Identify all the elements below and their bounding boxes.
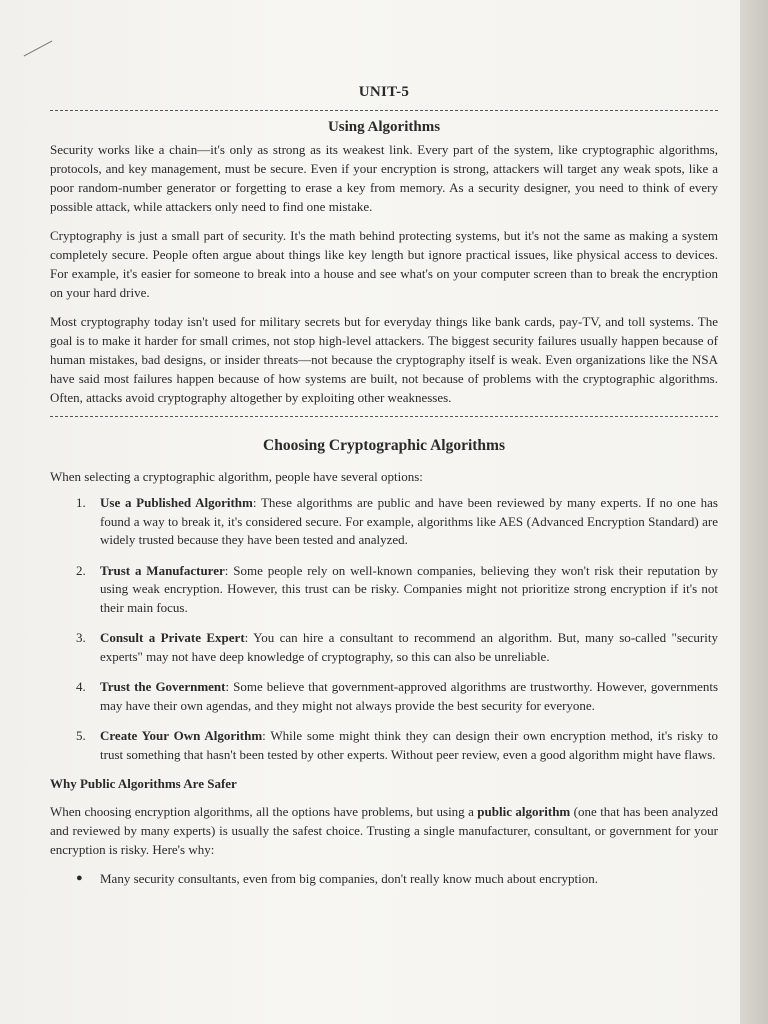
bullet-icon: ●: [76, 872, 83, 884]
list-item: [50, 727, 718, 764]
section-title-choosing-algorithms: Choosing Cryptographic Algorithms: [263, 437, 505, 454]
option-label: Trust a Manufacturer: [100, 562, 225, 578]
pen-mark: [24, 41, 53, 57]
public-algorithms-paragraph: [50, 802, 718, 859]
para-text-start: When choosing encryption algorithms, all the options have problems, but using a: [50, 804, 478, 819]
option-label: Trust the Government: [100, 679, 226, 694]
option-label: Create Your Own Algorithm: [100, 728, 263, 743]
option-text: : Some believe that government-approved algorithms are trustworthy. However, governments may have their own agendas, and they might not always provide the best security for everyone.: [100, 679, 719, 713]
option-label: Use a Published Algorithm: [100, 495, 253, 510]
list-item: [50, 629, 718, 666]
paragraph-2: Cryptography is just a small part of security. It's the math behind protecting systems, but it's not the same as making a system completely secure. People often argue about things like key length but ignore practical issues, like physical access to devices. For example, it's easier for someone to break into a house and see what's on your computer screen than to break the encryption on your hard drive.: [50, 228, 718, 300]
choosing-intro: When selecting a cryptographic algorithm, people have several options:: [50, 469, 423, 484]
para-text-end: (one that has been analyzed and reviewed by many experts) is usually the safest choice. Trusting a single manufacturer, consultant, or government for your encryption is risky. Here's why:: [50, 804, 718, 857]
option-text: : Some people rely on well-known companies, believing they won't risk their reputation by using weak encryption. However, this trust can be risky. Companies might not prioritize strong encryption if it's not their main focus.: [100, 562, 718, 615]
list-number: 4.: [76, 679, 86, 694]
options-list: [50, 494, 718, 764]
paragraph-3: Most cryptography today isn't used for military secrets but for everyday things like bank cards, pay-TV, and toll systems. The goal is to make it harder for small crimes, not stop high-level attackers. The biggest security failures usually happen because of human mistakes, bad designs, or insider threats—not because the cryptography itself is weak. Even organizations like the NSA have said most failures happen because of how systems are built, not because of problems with the cryptographic algorithms. Often, attacks avoid cryptography altogether by exploiting other weaknesses.: [50, 314, 718, 405]
paragraph-1: Security works like a chain—it's only as strong as its weakest link. Every part of the system, like cryptographic algorithms, protocols, and key management, must be secure. Even if your encryption is strong, attackers will target any weak spots, like a poor random-number generator or forgetting to erase a key from memory. As a security designer, you need to think of every possible attack, while attackers only need to find one mistake.: [50, 142, 718, 214]
page-content: [50, 84, 718, 888]
list-item: [50, 678, 718, 715]
section-divider-top: [50, 110, 718, 111]
option-text: : While some might think they can design their own encryption method, it's risky to trust something that hasn't been tested by other experts. Without peer review, even a good algorithm might have flaws.: [100, 728, 718, 762]
list-item: [50, 494, 718, 550]
reasons-list: [50, 869, 718, 888]
list-item: [50, 562, 718, 618]
list-number: 1.: [76, 495, 86, 510]
page-edge-shadow: [740, 0, 768, 1024]
section-title-using-algorithms: Using Algorithms: [327, 119, 441, 135]
list-number: 3.: [76, 630, 86, 645]
list-number: 2.: [76, 562, 86, 578]
para-bold-term: public algorithm: [477, 804, 571, 819]
option-text: : You can hire a consultant to recommend an algorithm. But, many so-called "security experts" may not have deep knowledge of cryptography, so this can also be unreliable.: [100, 630, 718, 664]
section-divider-middle: [50, 416, 718, 417]
bullet-text: Many security consultants, even from big companies, don't really know much about encryption.: [100, 871, 599, 886]
section-title-public-algorithms: Why Public Algorithms Are Safer: [50, 776, 237, 791]
list-number: 5.: [76, 728, 86, 743]
option-label: Consult a Private Expert: [100, 630, 245, 645]
unit-heading: UNIT-5: [358, 84, 410, 100]
option-text: : These algorithms are public and have been reviewed by many experts. If no one has found a way to break it, it's considered secure. For example, algorithms like AES (Advanced Encryption Standard) are widely trusted because they have been tested and analyzed.: [100, 495, 718, 547]
list-item: [50, 869, 718, 888]
